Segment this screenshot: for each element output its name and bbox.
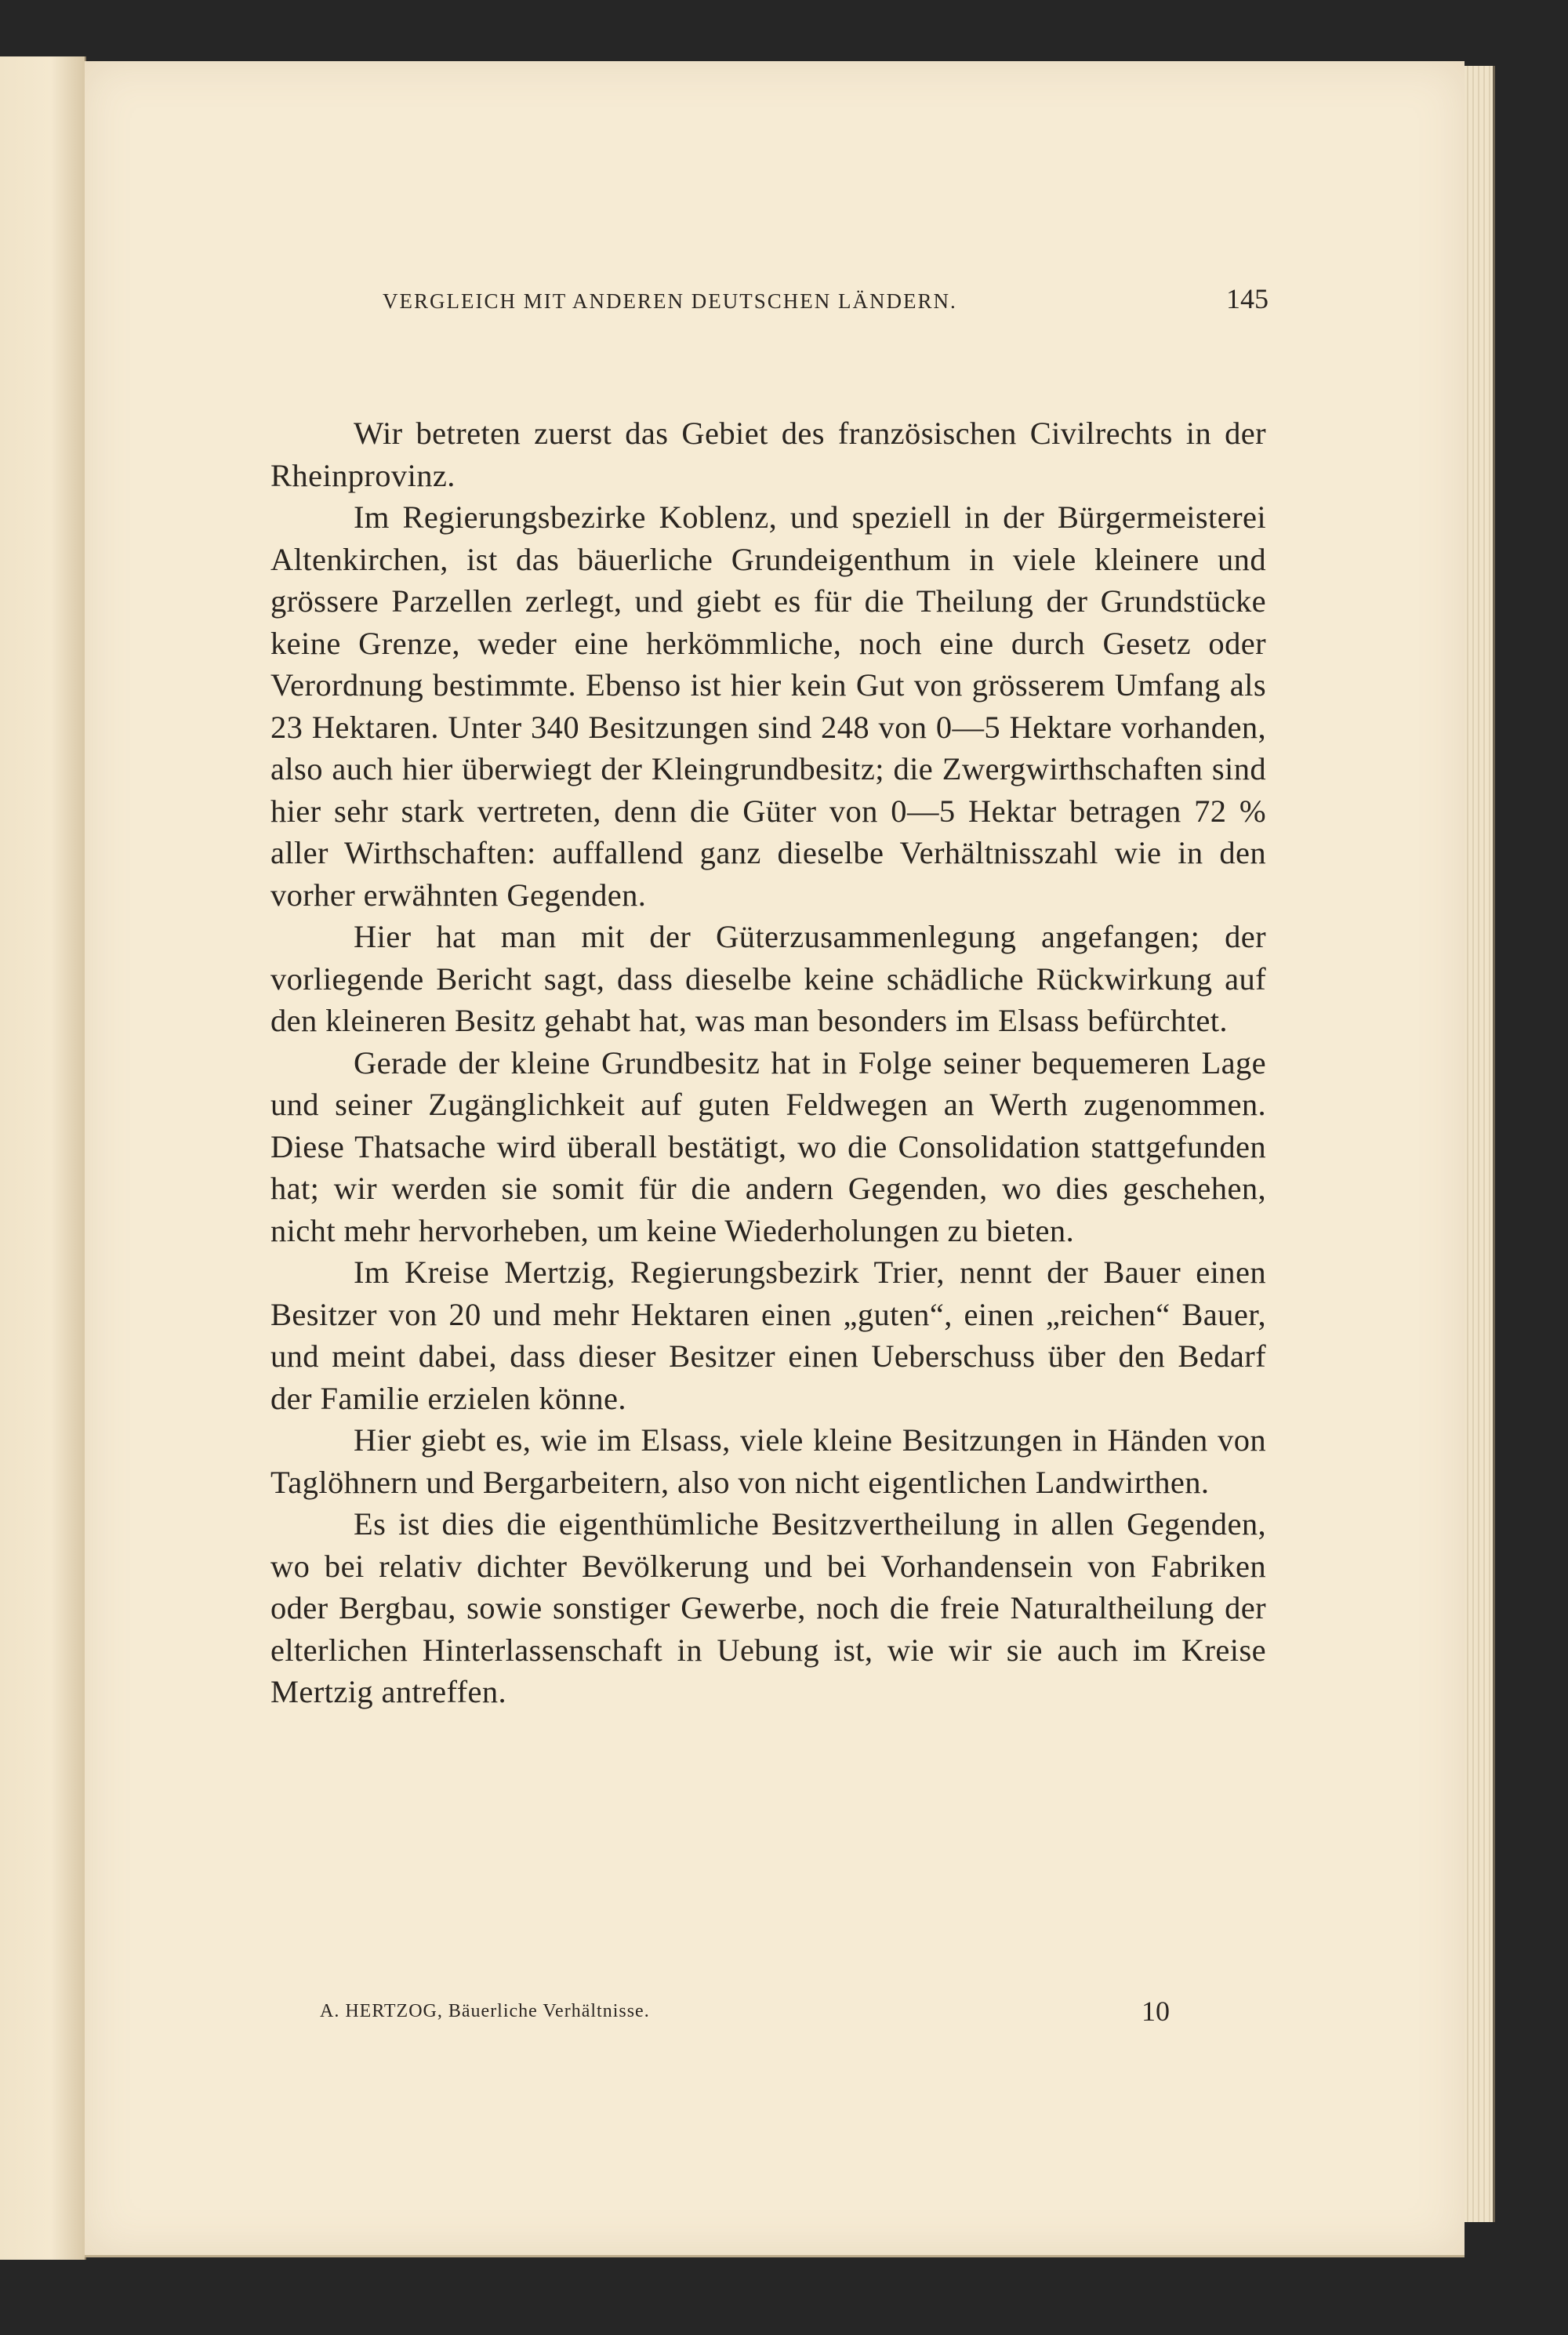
signature-mark: 10: [1142, 1995, 1170, 2027]
running-head: VERGLEICH MIT ANDEREN DEUTSCHEN LÄNDERN.: [383, 289, 957, 313]
page-footer: [320, 1995, 1182, 2032]
paragraph: Im Regierungsbezirke Koblenz, und speziell in der Bürgermeisterei Altenkirchen, ist das bäuerliche Grundeigenthum in viele kleinere und grössere Parzellen zerlegt, und giebt es für die Theilung der Grundstücke keine Grenze, weder eine herkömmliche, noch eine durch Gesetz oder Verordnung bestimmte. Ebenso ist hier kein Gut von grösserem Umfang als 23 Hektaren. Unter 340 Besitzungen sind 248 von 0—5 Hektare vorhanden, also auch hier überwiegt der Kleingrundbesitz; die Zwergwirthschaften sind hier sehr stark vertreten, denn die Güter von 0—5 Hektar betragen 72 % aller Wirthschaften: auffallend ganz dieselbe Verhältnisszahl wie in den vorher erwähnten Gegenden.: [270, 499, 1266, 913]
paragraph: Wir betreten zuerst das Gebiet des französischen Civilrechts in der Rheinprovinz.: [270, 416, 1266, 493]
book-page: [85, 61, 1465, 2257]
body-text: [270, 412, 1266, 2020]
paragraph: Hier giebt es, wie im Elsass, viele kleine Besitzungen in Händen von Taglöhnern und Bergarbeitern, also von nicht eigentlichen Landwirthen.: [270, 1422, 1266, 1500]
page-header: [383, 282, 1269, 321]
paragraph: Im Kreise Mertzig, Regierungsbezirk Trier, nennt der Bauer einen Besitzer von 20 und mehr Hektaren einen „guten“, einen „reichen“ Bauer, und meint dabei, dass dieser Besitzer einen Ueberschuss über den Bedarf der Familie erzielen könne.: [270, 1255, 1266, 1416]
paragraph: Hier hat man mit der Güterzusammenlegung angefangen; der vorliegende Bericht sagt, dass dieselbe keine schädliche Rückwirkung auf den kleineren Besitz gehabt hat, was man besonders im Elsass befürchtet.: [270, 919, 1266, 1038]
facing-page-edge: [0, 56, 86, 2260]
paragraph: Gerade der kleine Grundbesitz hat in Folge seiner bequemeren Lage und seiner Zugänglichkeit auf guten Feldwegen an Werth zugenommen. Diese Thatsache wird überall bestätigt, wo die Consolidation stattgefunden hat; wir werden sie somit für die andern Gegenden, wo dies geschehen, nicht mehr hervorheben, um keine Wiederholungen zu bieten.: [270, 1044, 1266, 1248]
paragraph: Es ist dies die eigenthümliche Besitzvertheilung in allen Gegenden, wo bei relativ dichter Bevölkerung und bei Vorhandensein von Fabriken oder Bergbau, sowie sonstiger Gewerbe, noch die freie Naturaltheilung der elterlichen Hinterlassenschaft in Uebung ist, wie wir sie auch im Kreise Mertzig antreffen.: [270, 1506, 1266, 1709]
page-number: 145: [1226, 283, 1269, 314]
signature-line: A. HERTZOG, Bäuerliche Verhältnisse.: [320, 2001, 650, 2021]
